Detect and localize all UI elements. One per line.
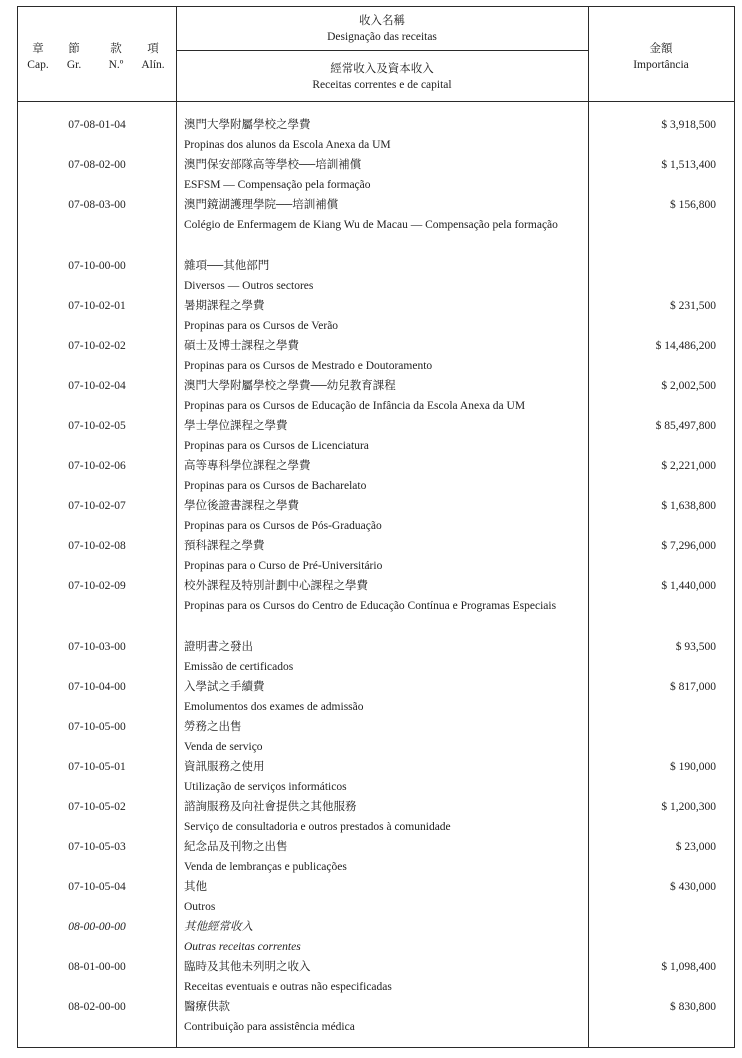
row-amount: $ 830,800 xyxy=(670,1001,716,1013)
row-amount: $ 1,513,400 xyxy=(661,159,716,171)
row-code: 07-10-02-06 xyxy=(68,460,126,472)
row-name-pt: Propinas para os Cursos de Licenciatura xyxy=(184,440,369,452)
row-name-zh: 醫療供款 xyxy=(184,1001,230,1013)
row-code: 07-10-05-00 xyxy=(68,721,126,733)
row-name-pt: Emissão de certificados xyxy=(184,661,294,673)
row-name-pt: Propinas para os Cursos do Centro de Educação Contínua e Programas Especiais xyxy=(184,600,557,612)
header-amount: 金額 Importância xyxy=(633,43,689,71)
row-name-pt: Propinas para os Cursos de Bacharelato xyxy=(184,480,367,492)
row-amount: $ 93,500 xyxy=(675,641,716,653)
row-code: 07-10-02-08 xyxy=(68,540,126,552)
row-code: 07-10-02-09 xyxy=(68,580,126,592)
row-name-pt: ESFSM — Compensação pela formação xyxy=(184,179,371,191)
row-amount: $ 7,296,000 xyxy=(661,540,716,552)
row-name-pt: Emolumentos dos exames de admissão xyxy=(184,701,364,713)
row-name-pt: Propinas para os Cursos de Educação de Infância da Escola Anexa da UM xyxy=(184,400,526,412)
header-n: 款 N.º xyxy=(108,43,124,71)
header-alin: 項 Alín. xyxy=(141,43,165,71)
row-code: 07-10-05-03 xyxy=(68,841,126,853)
row-name-pt: Serviço de consultadoria e outros prestados à comunidade xyxy=(184,821,451,833)
row-name-pt: Venda de serviço xyxy=(184,741,263,753)
row-name-pt: Diversos — Outros sectores xyxy=(184,280,314,292)
row-name-zh: 入學試之手續費 xyxy=(184,681,265,693)
column-divider xyxy=(176,7,177,1047)
row-amount: $ 2,002,500 xyxy=(661,380,716,392)
row-name-pt: Receitas eventuais e outras não especificadas xyxy=(184,981,392,993)
row-code: 07-10-05-02 xyxy=(68,801,126,813)
row-amount: $ 1,638,800 xyxy=(661,500,716,512)
row-name-zh: 預科課程之學費 xyxy=(184,540,265,552)
row-name-zh: 澳門保安部隊高等學校──培訓補償 xyxy=(184,159,362,171)
row-code: 07-10-02-01 xyxy=(68,300,126,312)
row-name-zh: 學位後證書課程之學費 xyxy=(184,500,299,512)
row-name-zh: 碩士及博士課程之學費 xyxy=(184,340,299,352)
row-code: 07-10-02-05 xyxy=(68,420,126,432)
row-amount: $ 190,000 xyxy=(670,761,716,773)
row-amount: $ 3,918,500 xyxy=(661,119,716,131)
row-name-pt: Outros xyxy=(184,901,216,913)
row-name-zh: 雜項──其他部門 xyxy=(184,260,270,272)
row-name-pt: Venda de lembranças e publicações xyxy=(184,861,347,873)
row-amount: $ 1,200,300 xyxy=(661,801,716,813)
row-name-zh: 澳門鏡湖護理學院──培訓補償 xyxy=(184,199,339,211)
row-name-zh: 高等專科學位課程之學費 xyxy=(184,460,311,472)
row-name-pt: Propinas dos alunos da Escola Anexa da UM xyxy=(184,139,391,151)
row-name-pt: Propinas para o Curso de Pré-Universitário xyxy=(184,560,383,572)
row-name-pt: Propinas para os Cursos de Mestrado e Doutoramento xyxy=(184,360,433,372)
row-code: 07-10-02-04 xyxy=(68,380,126,392)
row-amount: $ 430,000 xyxy=(670,881,716,893)
row-amount: $ 14,486,200 xyxy=(655,340,716,352)
row-code: 07-10-05-01 xyxy=(68,761,126,773)
row-name-zh: 紀念品及刊物之出售 xyxy=(184,841,288,853)
row-name-zh: 暑期課程之學費 xyxy=(184,300,265,312)
row-name-zh: 資訊服務之使用 xyxy=(184,761,265,773)
row-amount: $ 1,098,400 xyxy=(661,961,716,973)
row-code: 08-02-00-00 xyxy=(68,1001,126,1013)
row-name-zh: 證明書之發出 xyxy=(184,641,253,653)
row-code: 07-10-02-02 xyxy=(68,340,126,352)
row-amount: $ 1,440,000 xyxy=(661,580,716,592)
row-code: 07-10-03-00 xyxy=(68,641,126,653)
row-code: 07-10-02-07 xyxy=(68,500,126,512)
header-subtitle: 經常收入及資本收入 Receitas correntes e de capital xyxy=(312,63,452,91)
header-cap: 章 Cap. xyxy=(27,43,49,71)
row-name-zh: 澳門大學附屬學校之學費 xyxy=(184,119,311,131)
row-name-zh: 其他經常收入 xyxy=(184,921,253,933)
row-name-zh: 勞務之出售 xyxy=(184,721,242,733)
row-code: 07-08-01-04 xyxy=(68,119,126,131)
row-code: 07-08-02-00 xyxy=(68,159,126,171)
row-code: 07-10-05-04 xyxy=(68,881,126,893)
row-code: 08-00-00-00 xyxy=(68,921,126,933)
header-bottom-rule xyxy=(18,101,734,102)
row-name-zh: 澳門大學附屬學校之學費──幼兒教育課程 xyxy=(184,380,396,392)
row-name-pt: Colégio de Enfermagem de Kiang Wu de Macau — Compensação pela formação xyxy=(184,219,558,231)
row-amount: $ 231,500 xyxy=(670,300,716,312)
row-code: 07-10-04-00 xyxy=(68,681,126,693)
row-name-zh: 其他 xyxy=(184,881,207,893)
row-amount: $ 85,497,800 xyxy=(655,420,716,432)
row-name-pt: Utilização de serviços informáticos xyxy=(184,781,347,793)
header-sub-divider xyxy=(176,50,588,51)
row-code: 07-10-00-00 xyxy=(68,260,126,272)
row-name-pt: Contribuição para assistência médica xyxy=(184,1021,355,1033)
row-name-zh: 學士學位課程之學費 xyxy=(184,420,288,432)
row-name-pt: Outras receitas correntes xyxy=(184,941,301,953)
row-name-pt: Propinas para os Cursos de Verão xyxy=(184,320,339,332)
row-code: 07-08-03-00 xyxy=(68,199,126,211)
row-amount: $ 23,000 xyxy=(675,841,716,853)
header-gr: 節 Gr. xyxy=(66,43,82,71)
row-name-zh: 校外課程及特別計劃中心課程之學費 xyxy=(184,580,368,592)
row-amount: $ 156,800 xyxy=(670,199,716,211)
row-name-zh: 臨時及其他未列明之收入 xyxy=(184,961,311,973)
row-name-zh: 諮詢服務及向社會提供之其他服務 xyxy=(184,801,357,813)
revenue-table xyxy=(17,6,735,1048)
header-designation: 收入名稱 Designação das receitas xyxy=(327,15,437,43)
row-amount: $ 2,221,000 xyxy=(661,460,716,472)
row-code: 08-01-00-00 xyxy=(68,961,126,973)
row-amount: $ 817,000 xyxy=(670,681,716,693)
row-name-pt: Propinas para os Cursos de Pós-Graduação xyxy=(184,520,382,532)
